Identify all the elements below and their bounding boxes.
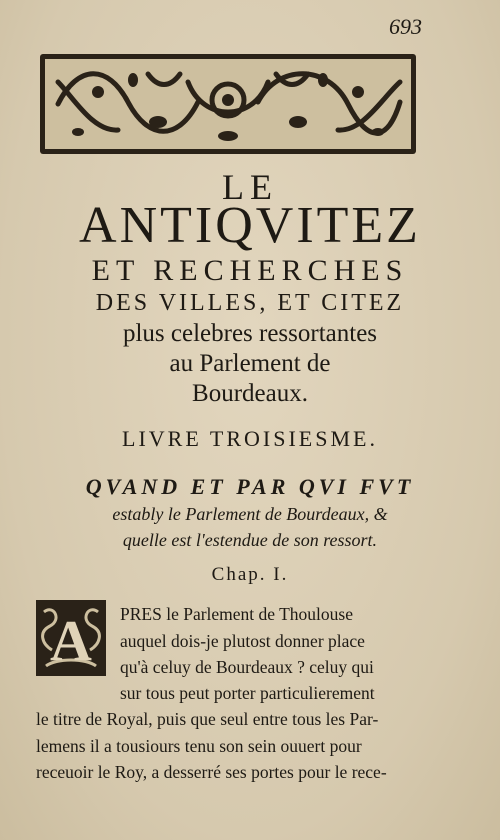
- title-line-6: au Parlement de: [169, 350, 331, 377]
- chapter-heading: Chap. I.: [211, 564, 289, 585]
- body-line: sur tous peut porter particulierement: [120, 683, 375, 703]
- svg-text:A: A: [50, 608, 92, 673]
- body-line: PRES le Parlement de Thoulouse: [120, 604, 353, 624]
- body-line: le titre de Royal, puis que seul entre tous les Par-: [36, 709, 379, 729]
- subtitle-line-3: quelle est l'estendue de son ressort.: [122, 530, 378, 550]
- body-line: receuoir le Roy, a desserré ses portes pour le rece-: [36, 762, 387, 782]
- title-line-1: LE: [222, 167, 278, 207]
- body-line: qu'à celuy de Bourdeaux ? celuy qui: [120, 657, 374, 677]
- title-line-3: ET RECHERCHES: [91, 254, 409, 287]
- body-line: lemens il a tousiours tenu son sein ouuert pour: [36, 736, 362, 756]
- subtitle-line-1: QVAND ET PAR QVI FVT: [85, 474, 415, 499]
- decorated-drop-cap: [36, 600, 106, 676]
- title-line-7: Bourdeaux.: [192, 380, 308, 407]
- body-line: auquel dois-je plutost donner place: [120, 631, 365, 651]
- title-line-2: ANTIQVITEZ: [79, 197, 421, 254]
- ornamental-headpiece: [38, 52, 418, 156]
- book-heading: LIVRE TROISIESME.: [122, 426, 378, 451]
- title-line-4: DES VILLES, ET CITEZ: [95, 290, 405, 316]
- page-number: 693: [389, 14, 422, 39]
- subtitle-line-2: estably le Parlement de Bourdeaux, &: [112, 504, 388, 524]
- title-line-5: plus celebres ressortantes: [122, 320, 378, 347]
